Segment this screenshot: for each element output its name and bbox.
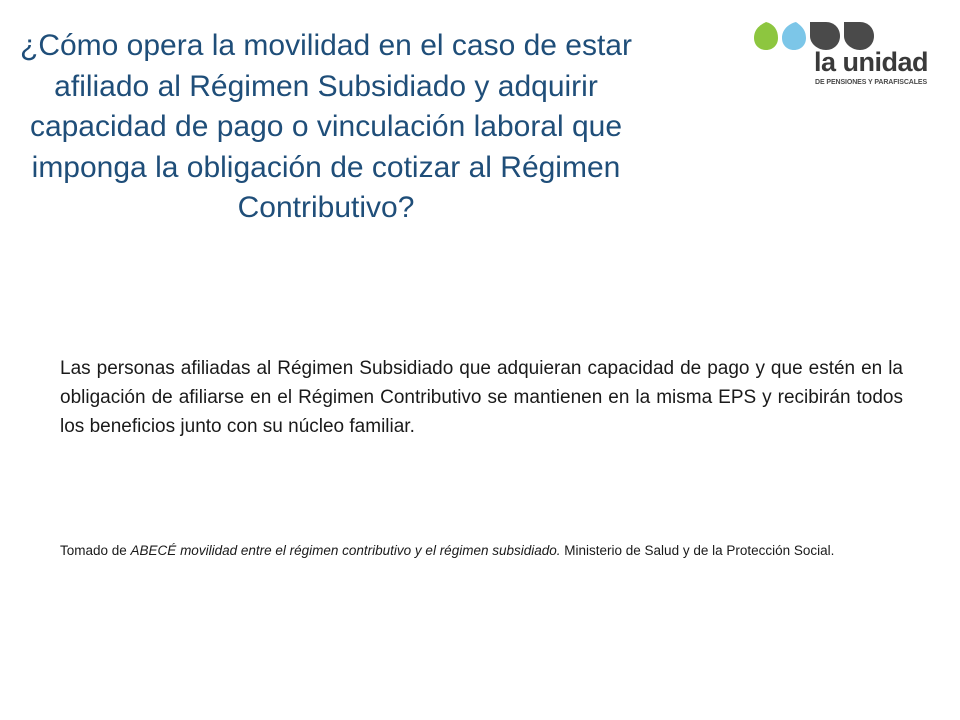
source-document-title: ABECÉ movilidad entre el régimen contributivo y el régimen subsidiado. [130, 543, 561, 558]
body-paragraph: Las personas afiliadas al Régimen Subsidiado que adquieran capacidad de pago y que estén en la obligación de afiliarse en el Régimen Contributivo se mantienen en la misma EPS y recibirán todos los beneficios junto con su núcleo familiar. [60, 358, 903, 437]
source-suffix: Ministerio de Salud y de la Protección Social. [560, 543, 835, 558]
slide-title: ¿Cómo opera la movilidad en el caso de estar afiliado al Régimen Subsidiado y adquirir capacidad de pago o vinculación laboral que imponga la obligación de cotizar al Régimen Contributivo? [20, 29, 632, 224]
gray-drop-icon [810, 22, 840, 50]
gray-drop-icon-2 [844, 22, 874, 50]
source-citation [60, 541, 903, 561]
green-drop-icon [754, 22, 778, 50]
logo-wordmark: la unidad [814, 47, 929, 77]
logo-tagline: DE PENSIONES Y PARAFISCALES [815, 79, 928, 86]
la-unidad-logo [748, 16, 938, 96]
source-prefix: Tomado de [60, 543, 131, 558]
blue-drop-icon [782, 22, 806, 50]
